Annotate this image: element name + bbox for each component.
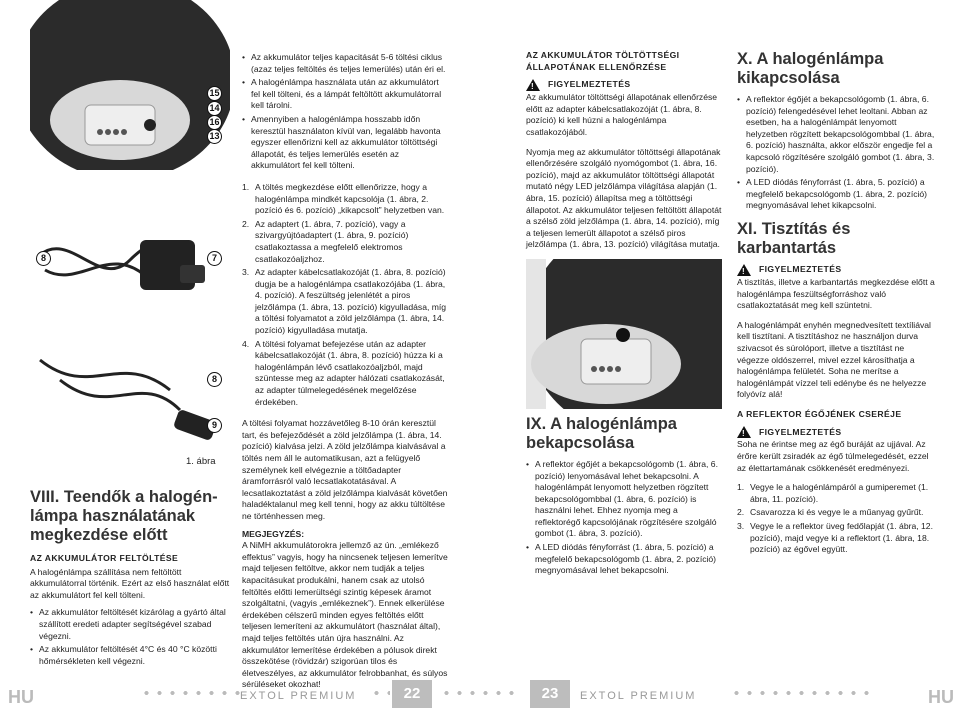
step-number: 2.	[737, 507, 745, 518]
section-9-heading: IX. A halogénlámpa bekapcsolása	[526, 414, 677, 452]
figure-lamp-top-photo	[30, 0, 230, 170]
charging-duration-paragraph: A töltési folyamat hozzávetőleg 8-10 órán keresztül tart, és befejeződését a zöld jelzőlámpa (1. ábra, 14. pozíció) kialvása jelzi. A zöld jelzőlámpa kialvásával a töltés nem áll le automatikusan, azt a felügyelő személynek kell elvégeznie a töltőadapter áramforrásról való lecsatlakotatásával. A lecsatlakoztatást a zöld jelzőlámpa kialvását követően haladéktalanul meg kell tenni, hogy az akku túltöltése ne történhessen meg.	[242, 418, 448, 521]
warning-label: FIGYELMEZTETÉS	[548, 79, 631, 90]
warning-icon	[737, 264, 751, 276]
adapter-image	[30, 200, 230, 320]
step-text: Csavarozza ki és vegye le a műanyag gyűrűt.	[750, 507, 924, 518]
list-item: • A reflektor égőjét a bekapcsológomb (1. ábra, 6. pozíció) lenyomásával lehet bekapcsolni. A halogénlámpát lenyomott helyzetben rögzített bekapcsológombbal (1. ábra, 6. pozíció) is használni lehet. Ehhez nyomja meg a reflektorégő kapcsolójának rögzítésére szolgáló gombot (1. ábra, 3. pozíció).	[526, 459, 722, 540]
step-text: A töltési folyamat befejezése után az adapter kábelcsatlakozóját (1. ábra, 8. pozíció) húzza ki a halogénlámpán lévő csatlakozóaljzból, majd szüntesse meg az adapter hálózati csatlakozását, az adapter túlmelegedésének megelőzése érdekében.	[255, 338, 445, 407]
column-3	[526, 50, 722, 579]
warning-header	[526, 79, 722, 91]
list-item	[737, 507, 935, 519]
battery-check-heading: AZ AKKUMULÁTOR TÖLTÖTTSÉGI ÁLLAPOTÁNAK ELLENŐRZÉSE	[526, 50, 680, 72]
warning-icon	[526, 79, 540, 91]
figure-battery-indicator-photo	[526, 259, 722, 409]
figure-badge-14: 14	[207, 101, 222, 116]
figure-badge-7: 7	[207, 251, 222, 266]
list-item	[242, 267, 448, 337]
charging-bullets	[30, 607, 230, 667]
warning-icon	[737, 426, 751, 438]
step-number: 3.	[737, 521, 745, 532]
step-text: Vegye le a reflektor üveg fedőlapját (1. ábra, 12. pozíció), majd vegye ki a reflektort (1. ábra, 18. pozíció) az égővel együtt.	[750, 521, 933, 555]
list-item	[242, 219, 448, 265]
step-text: Az adaptert (1. ábra, 7. pozíció), vagy a szivargyújtóadaptert (1. ábra, 9. pozíció) csatlakoztassa a megfelelő elektromos csatlakozóaljzhoz.	[255, 218, 409, 264]
figure-badge-8b: 8	[207, 372, 222, 387]
bulb-replace-steps	[737, 482, 935, 556]
brand-left: EXTOL PREMIUM	[240, 690, 357, 702]
cleaning-paragraph: A halogénlámpát enyhén megnedvesített textíliával kell tisztítani. A tisztításhoz ne használjon durva szivacsot és súrolóport, illetve a tisztítást ne végezze oldószerrel, mivel ezzel károsíthatja a halogénlámpa felületét. Soha ne merítse a halogénlámpát vízzel teli edénybe és ne helyezze folyóvíz alá!	[737, 319, 931, 400]
lang-code-right: HU	[928, 687, 954, 707]
lamp-housing-image	[30, 0, 230, 170]
page-footer	[0, 676, 960, 716]
footer-dots-left	[140, 690, 240, 696]
charging-steps	[242, 182, 448, 408]
battery-check-paragraph: Nyomja meg az akkumulátor töltöttségi állapotának ellenőrzésére szolgáló nyomógombot (1. ábra, 16. pozíció), majd az akkumulátor töltöttségi állapotát mutató négy LED jelzőlámpa világítása alapján (1. ábra, 15. pozíció) állapítsa meg a töltöttségi állapotot. Az akkumulátor teljesen feltöltött állapotát a szélső zöld jelzőlámpa (1. ábra, 14. pozíció), míg a teljesen lemerült állapotot a szélső piros jelzőlámpa (1. ábra, 13. pozíció) világítása mutatja.	[526, 146, 722, 250]
figure-adapter-photo	[30, 200, 230, 320]
column-1	[30, 484, 230, 669]
figure-car-adapter-photo	[30, 340, 230, 470]
battery-indicator-image	[526, 259, 722, 409]
note-text: A NiMH akkumulátorokra jellemző az ún. „emlékező effektus” vagyis, hogy ha nincsenek teljesen lemerítve majd teljesen feltöltve, akkor nem tudják a teljes kapacitásukat produkálni, hanem csak az utolsó feltöltés előtti lemerültségi szintig képesek áramot szolgáltatni, (vagyis „emlékeznek”). Ennek elkerülése érdekében célszerű minden egyes feltöltés előtt teljesen lemeríteni az akkumulátort (használat által), majd teljes feltöltés után újra használni. Az akkumulátor lemerítése érdekében a pólusok direkt összekötése (rövidzár) szigorúan tilos és életveszélyes, az akkumulátor felrobbanhat, és súlyos sérüléseket okozhat!	[242, 540, 448, 690]
section-11-heading: XI. Tisztítás és karbantartás	[737, 219, 851, 257]
list-item	[242, 339, 448, 409]
warning-text: Soha ne érintse meg az égő buráját az ujjával. Az érőre került zsiradék az égő túlmelegedését, ezzel az élettartamának csökkenését eredményezi.	[737, 439, 929, 473]
list-item	[737, 521, 935, 556]
warning-header	[737, 264, 935, 276]
warning-text: A tisztítás, illetve a karbantartás megkezdése előtt a halogénlámpa feszültségforráshoz való csatlakoztatását meg kell szüntetni.	[737, 276, 935, 311]
list-item: • A LED diódás fényforrást (1. ábra, 5. pozíció) a megfelelő bekapcsológomb (1. ábra, 2. pozíció) megnyomásával lehet kikapcsolni.	[737, 177, 935, 212]
lang-code-left: HU	[8, 687, 34, 707]
footer-dots-center	[440, 690, 520, 696]
list-item: • A LED diódás fényforrást (1. ábra, 5. pozíció) a megfelelő bekapcsológomb (1. ábra, 2. pozíció) megnyomásával lehet bekapcsolni.	[526, 542, 722, 577]
step-text: Vegye le a halogénlámpáról a gumiperemet (1. ábra, 11. pozíció).	[750, 482, 929, 504]
warning-label: FIGYELMEZTETÉS	[759, 264, 842, 275]
car-adapter-image	[30, 340, 230, 470]
list-item: • A halogénlámpa használata után az akkumulátort fel kell tölteni, és a lámpát feltöltött akkumulátorral kell tárolni.	[242, 77, 448, 112]
step-number: 3.	[242, 267, 250, 278]
switch-on-bullets	[526, 459, 722, 577]
step-number: 1.	[242, 181, 250, 192]
step-number: 4.	[242, 338, 250, 349]
switch-off-bullets	[737, 94, 935, 212]
section-8-heading: VIII. Teendők a halogénlámpa használatának megkezdése előtt	[30, 488, 218, 544]
list-item: • Amennyiben a halogénlámpa hosszabb időn keresztül használaton kívül van, legalább havonta egyszer ellenőrizni kell az akkumulátor töltöttségi állapotát, és teljes lemerülés esetén az akkumulátort fel kell tölteni.	[242, 114, 448, 172]
step-number: 1.	[737, 482, 745, 493]
step-number: 2.	[242, 218, 250, 229]
step-text: Az adapter kábelcsatlakozóját (1. ábra, 8. pozíció) dugja be a halogénlámpa csatlakozójába (1. ábra, 4. pozíció). A feszültség jelenlétét a piros jelzőlámpa (1. ábra, 13. pozíció) kigyulladása, míg a töltési folyamatot a zöld jelzőlámpa (1. ábra, 14. pozíció) kigyulladása mutatja.	[255, 267, 447, 336]
figure-badge-15: 15	[207, 86, 222, 101]
page-number-left: 22	[392, 680, 432, 708]
list-item: • Az akkumulátor feltöltését 4°C és 40 °C közötti hőmérsékleten kell végezni.	[30, 644, 230, 667]
page-number-right: 23	[530, 680, 570, 708]
figure-badge-9: 9	[207, 418, 222, 433]
warning-text: Az akkumulátor töltöttségi állapotának ellenőrzése előtt az adapter kábelcsatlakozóját (1. ábra, 8. pozíció) ki kell húzni a halogénlámpa csatlakozójából.	[526, 92, 718, 137]
charging-heading: AZ AKKUMULÁTOR FELTÖLTÉSE	[30, 553, 179, 563]
figure-badge-13: 13	[207, 129, 222, 144]
section-10-heading: X. A halogénlámpa kikapcsolása	[737, 50, 884, 87]
battery-bullets	[242, 52, 448, 172]
brand-right: EXTOL PREMIUM	[580, 690, 697, 702]
charging-intro: A halogénlámpa szállítása nem feltöltött akkumulátorral történik. Ezért az első használat előtt az akkumulátort fel kell tölteni.	[30, 566, 230, 600]
warning-header	[737, 426, 935, 438]
footer-dots-right	[730, 690, 870, 696]
list-item: • Az akkumulátor feltöltését kizárólag a gyártó által szállított eredeti adapter segítségével szabad végezni.	[30, 607, 230, 642]
note-title: MEGJEGYZÉS:	[242, 528, 305, 539]
column-2	[242, 52, 448, 694]
list-item: • Az akkumulátor teljes kapacitását 5-6 töltési ciklus (azaz teljes feltöltés és teljes lemerülés) után éri el.	[242, 52, 448, 75]
step-text: A töltés megkezdése előtt ellenőrizze, hogy a halogénlámpa mindkét kapcsolója (1. ábra, 2. pozíció és 6. pozíció) „kikapcsolt” helyzetben van.	[255, 181, 445, 216]
figure-badge-16: 16	[207, 115, 222, 130]
figure-badge-8a: 8	[36, 251, 51, 266]
footer-dots-mid-left	[370, 690, 390, 696]
figure-caption: 1. ábra	[186, 456, 216, 467]
column-4	[737, 50, 935, 558]
bulb-replace-heading: A REFLEKTOR ÉGŐJÉNEK CSERÉJE	[737, 408, 902, 419]
list-item	[737, 482, 935, 505]
list-item	[242, 182, 448, 217]
warning-label: FIGYELMEZTETÉS	[759, 426, 842, 437]
list-item: • A reflektor égőjét a bekapcsológomb (1. ábra, 6. pozíció) felengedésével lehet leoltani. Abban az esetben, ha a halogénlámpát lenyomott helyzetben rögzített bekapcsológombbal (1. ábra, 6. pozíció) használta, akkor először engedje fel a kapcsoló rögzítésére szolgáló gombot (1. ábra, 3. pozíció).	[737, 94, 935, 175]
